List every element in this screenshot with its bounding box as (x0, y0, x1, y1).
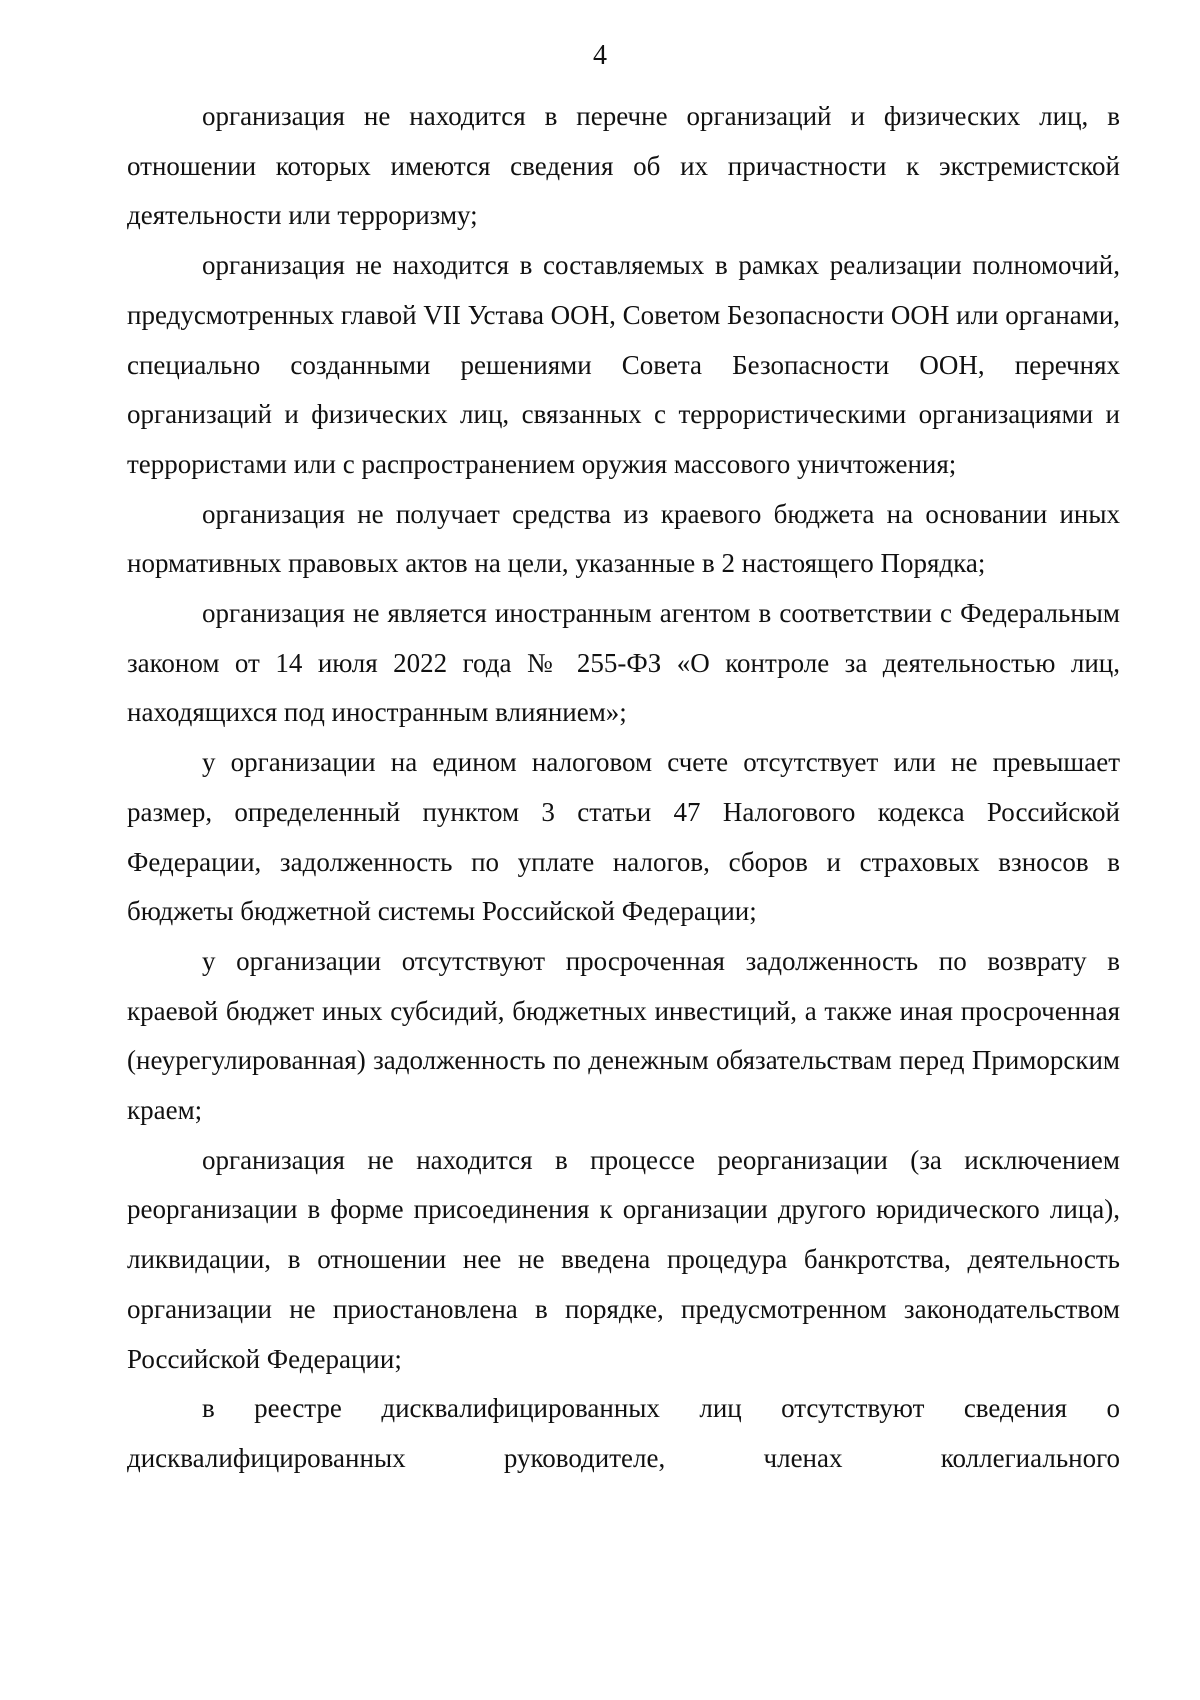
page-number: 4 (593, 40, 607, 71)
paragraph-overdue-debt: у организации отсутствуют просроченная задолженность по возврату в краевой бюджет иных субсидий, бюджетных инвестиций, а также иная просроченная (неурегулированная) задолженность по денежным обязательствам перед Приморским краем; (127, 945, 1120, 1126)
paragraph-extremism-list: организация не находится в перечне организаций и физических лиц, в отношении которых имеются сведения об их причастности к экстремистской деятельности или терроризму; (127, 101, 1120, 231)
paragraph-tax-debt: у организации на едином налоговом счете отсутствует или не превышает размер, определенный пунктом 3 статьи 47 Налогового кодекса Российской Федерации, задолженность по уплате налогов, сборов и страховых взносов в бюджеты бюджетной системы Российской Федерации; (127, 747, 1120, 927)
paragraph-not-foreign-agent: организация не является иностранным агентом в соответствии с Федеральным законом от 14 июля 2022 года № 255-ФЗ «О контроле за деятельностью лиц, находящихся под иностранным влиянием»; (127, 598, 1120, 728)
document-body (127, 92, 1120, 1484)
paragraph-reorganization: организация не находится в процессе реорганизации (за исключением реорганизации в форме присоединения к организации другого юридического лица), ликвидации, в отношении нее не введена процедура банкротства, деятельность организации не приостановлена в порядке, предусмотренном законодательством Российской Федерации; (127, 1144, 1120, 1374)
paragraph-disqualified-persons: в реестре дисквалифицированных лиц отсутствуют сведения о дисквалифицированных руководителе, членах коллегиального (127, 1393, 1120, 1473)
paragraph-no-other-budget-funds: организация не получает средства из краевого бюджета на основании иных нормативных правовых актов на цели, указанные в 2 настоящего Порядка; (127, 498, 1120, 579)
paragraph-un-sanctions-list: организация не находится в составляемых в рамках реализации полномочий, предусмотренных главой VII Устава ООН, Советом Безопасности ООН или органами, специально созданными решениями Совета Безопасности ООН, перечнях организаций и физических лиц, связанных с террористическими организациями и террористами или с распространением оружия массового уничтожения; (127, 250, 1121, 479)
